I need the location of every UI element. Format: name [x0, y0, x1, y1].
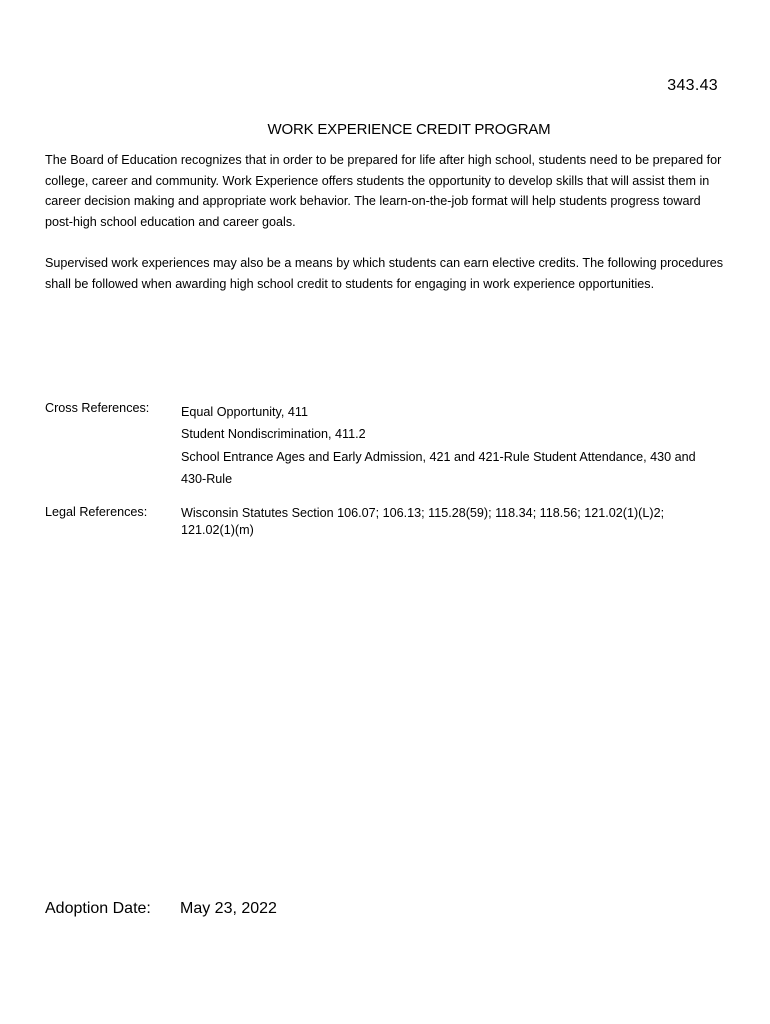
document-title: WORK EXPERIENCE CREDIT PROGRAM	[267, 121, 551, 138]
cross-reference-item: Student Nondiscrimination, 411.2	[181, 427, 366, 442]
cross-references-label: Cross References:	[45, 401, 150, 415]
cross-references-list	[181, 401, 701, 490]
adoption-date-value: May 23, 2022	[180, 900, 277, 917]
adoption-date-label: Adoption Date:	[45, 900, 151, 917]
legal-references-label: Legal References:	[45, 505, 148, 519]
cross-reference-item: School Entrance Ages and Early Admission, 421 and 421-Rule Student Attendance, 430 and 430-Rule	[181, 449, 696, 486]
body-paragraph: Supervised work experiences may also be a means by which students can earn elective credits. The following procedures shall be followed when awarding high school credit to students for engaging in work experience opportunities.	[45, 256, 724, 291]
legal-references-text: Wisconsin Statutes Section 106.07; 106.13; 115.28(59); 118.34; 118.56; 121.02(1)(L)2; 121.02(1)(m)	[181, 506, 665, 537]
cross-reference-item: Equal Opportunity, 411	[181, 405, 308, 419]
policy-number: 343.43	[667, 77, 718, 94]
body-paragraph: The Board of Education recognizes that in order to be prepared for life after high school, students need to be prepared for college, career and community. Work Experience offers students the opportunity to develop skills that will assist them in career decision making and appropriate work behavior. The learn-on-the-job format will help students progress toward post-high school education and career goals.	[45, 153, 722, 230]
